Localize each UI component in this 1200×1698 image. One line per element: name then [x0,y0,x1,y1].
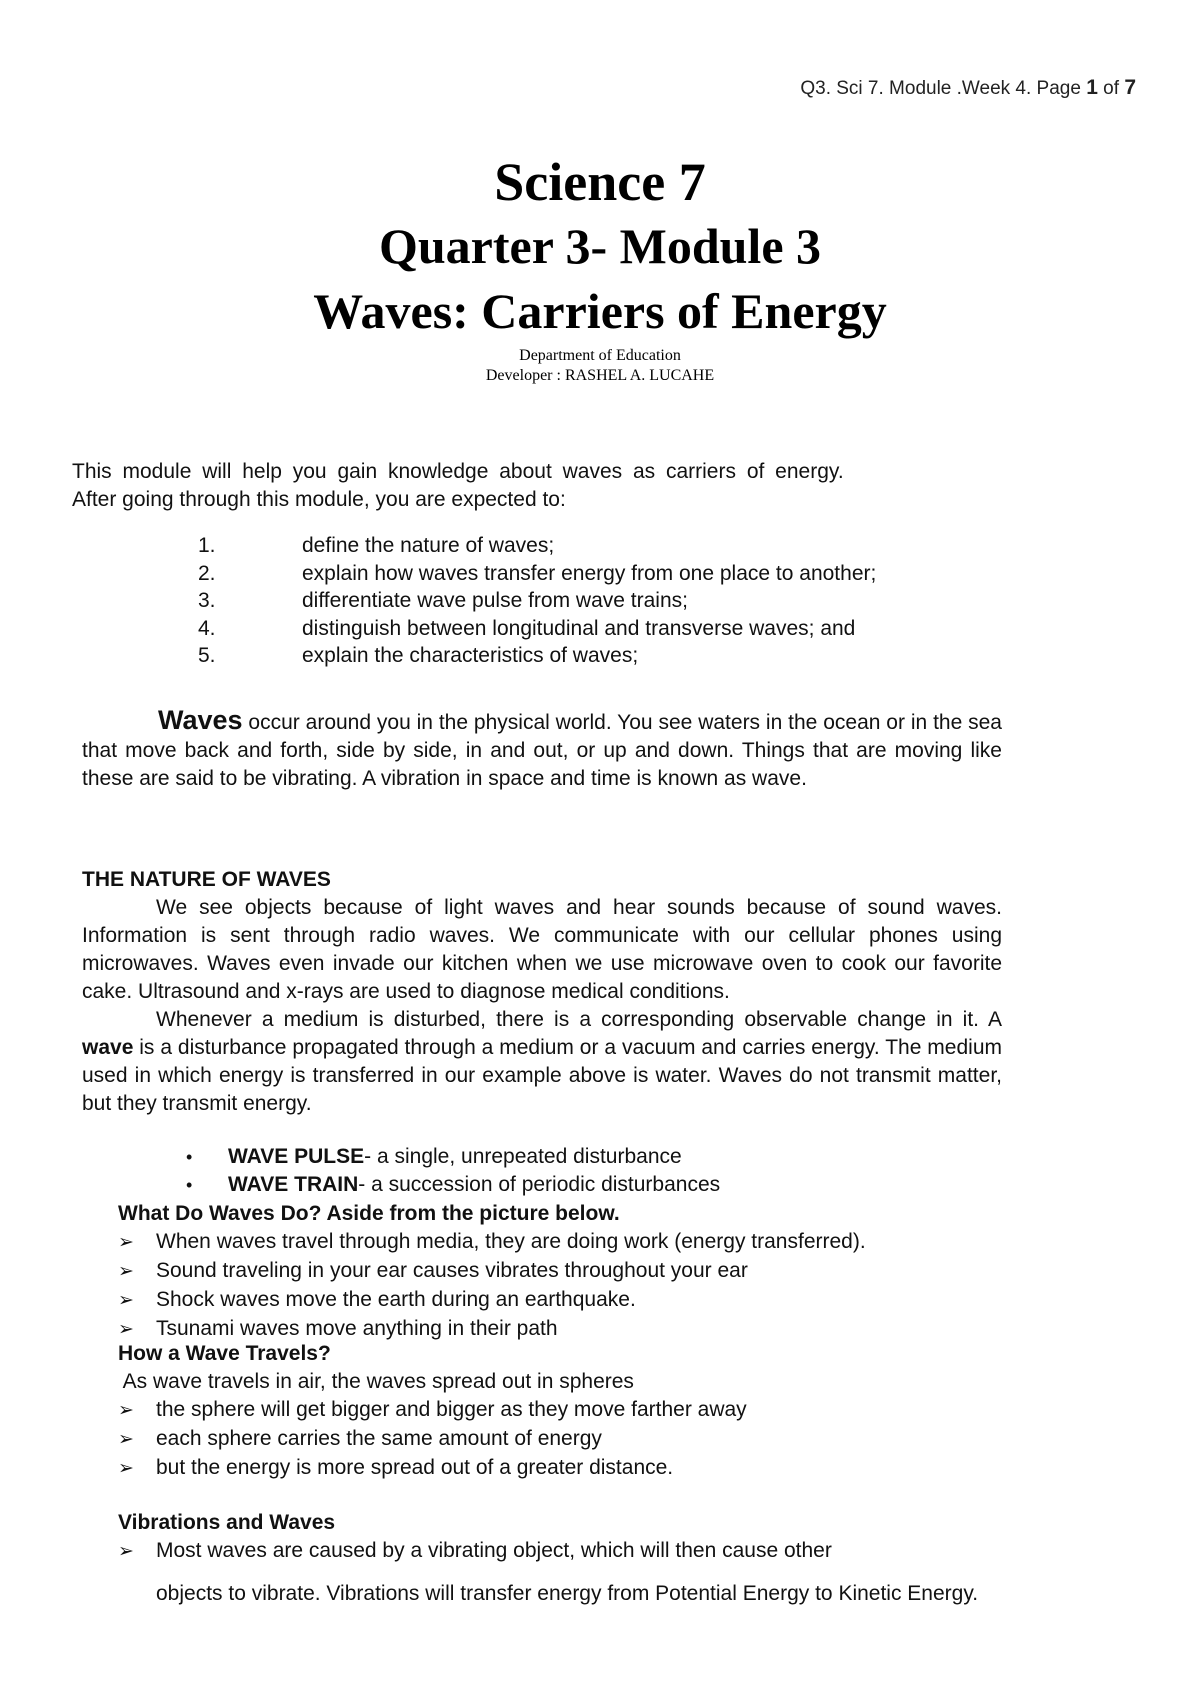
department: Department of Education [519,347,681,364]
page-header [800,76,1136,100]
header-page-number: 1 [1086,76,1098,99]
bullet-icon: • [186,1175,193,1195]
what-do-waves-do-section [118,1200,866,1344]
objective-item [198,642,876,670]
wave-term: wave [82,1036,134,1059]
title-module: Quarter 3- Module 3 [378,218,822,274]
bullet-definition: - a succession of periodic disturbances [358,1173,721,1196]
objective-text: distinguish between longitudinal and transverse waves; and [302,616,856,640]
objective-item [198,560,876,588]
vibrations-heading: Vibrations and Waves [118,1511,336,1534]
objective-item [198,532,876,560]
objectives-list [198,532,876,670]
list-item-text: the sphere will get bigger and bigger as they move farther away [156,1398,747,1421]
bullet-definition: - a single, unrepeated disturbance [364,1145,682,1168]
objective-number: 3. [198,589,216,613]
arrow-bullet-icon: ➢ [118,1232,134,1253]
waves-paragraph [82,706,1002,793]
title-topic: Waves: Carriers of Energy [313,283,887,339]
list-item [118,1228,866,1257]
intro-line-1: This module will help you gain knowledge about waves as carriers of energy. [72,460,844,483]
list-item [118,1396,747,1425]
list-item [118,1286,866,1315]
objective-item [198,587,876,615]
list-item [186,1171,720,1199]
objective-text: differentiate wave pulse from wave trains; [302,589,688,613]
list-item-text: Sound traveling in your ear causes vibrates throughout your ear [156,1259,748,1282]
arrow-bullet-icon: ➢ [118,1261,134,1282]
list-item [118,1537,978,1566]
developer: Developer : RASHEL A. LUCAHE [485,367,715,384]
objective-item [198,615,876,643]
waves-paragraph-text: occur around you in the physical world. You see waters in the ocean or in the sea that move back and forth, side by side, in and out, or up and down. Things that are moving like these are said to be vibrating. A vibration in space and time is known as wave. [82,711,1002,790]
list-item-text: When waves travel through media, they are doing work (energy transferred). [156,1230,866,1253]
intro-text [72,458,972,514]
objective-text: explain the characteristics of waves; [302,644,639,668]
waves-lead-word: Waves [158,705,243,735]
vibrations-continuation: objects to vibrate. Vibrations will transfer energy from Potential Energy to Kinetic Energy. [156,1582,979,1605]
title-subject: Science 7 [494,152,706,212]
list-item-text: but the energy is more spread out of a greater distance. [156,1456,674,1479]
nature-paragraph-2 [82,1006,1002,1118]
arrow-bullet-icon: ➢ [118,1541,134,1562]
nature-para2-start: Whenever a medium is disturbed, there is a corresponding observable change in it. A [156,1008,1002,1031]
header-prefix: Q3. Sci 7. Module .Week 4. Page [800,78,1081,99]
objective-number: 1. [198,534,216,557]
list-item-text: Tsunami waves move anything in their path [156,1317,558,1340]
travel-lead: As wave travels in air, the waves spread out in spheres [118,1370,634,1393]
objective-text: explain how waves transfer energy from one place to another; [302,561,877,585]
nature-paragraph-1: We see objects because of light waves and hear sounds because of sound waves. Information is sent through radio waves. We communicate with our cellular phones using microwaves. Waves even invade our kitchen when we use microwave oven to cook our favorite cake. Ultrasound and x-rays are used to diagnose medical conditions. [82,896,1002,1003]
header-of: of [1103,78,1120,99]
arrow-bullet-icon: ➢ [118,1290,134,1311]
objective-number: 5. [198,644,216,668]
objective-number: 4. [198,616,216,640]
nature-heading: THE NATURE OF WAVES [82,868,331,891]
list-item [118,1257,866,1286]
vibrations-section [118,1509,978,1608]
travel-heading: How a Wave Travels? [118,1342,331,1365]
objective-text: define the nature of waves; [302,534,555,557]
title-block [0,150,1200,386]
wave-types-list [186,1143,720,1199]
what-do-heading: What Do Waves Do? Aside from the picture below. [118,1202,620,1225]
bullet-term: WAVE PULSE [228,1145,365,1168]
arrow-bullet-icon: ➢ [118,1458,134,1479]
how-wave-travels-section [118,1340,747,1483]
nature-para2-end: is a disturbance propagated through a medium or a vacuum and carries energy. The medium used in which energy is transferred in our example above is water. Waves do not transmit matter, but they transmit energy. [82,1036,1002,1115]
objective-number: 2. [198,561,216,585]
bullet-icon: • [186,1147,193,1167]
list-item-text: Shock waves move the earth during an earthquake. [156,1288,636,1311]
arrow-bullet-icon: ➢ [118,1319,134,1340]
list-item [118,1454,747,1483]
nature-section [82,894,1002,1118]
list-item-text: Most waves are caused by a vibrating object, which will then cause other [156,1539,832,1562]
arrow-bullet-icon: ➢ [118,1400,134,1421]
list-item-text: each sphere carries the same amount of energy [156,1427,602,1450]
list-item [186,1143,720,1171]
list-item [118,1425,747,1454]
arrow-bullet-icon: ➢ [118,1429,134,1450]
bullet-term: WAVE TRAIN [228,1173,359,1196]
header-page-total: 7 [1124,76,1136,99]
intro-line-2: After going through this module, you are expected to: [72,488,566,511]
